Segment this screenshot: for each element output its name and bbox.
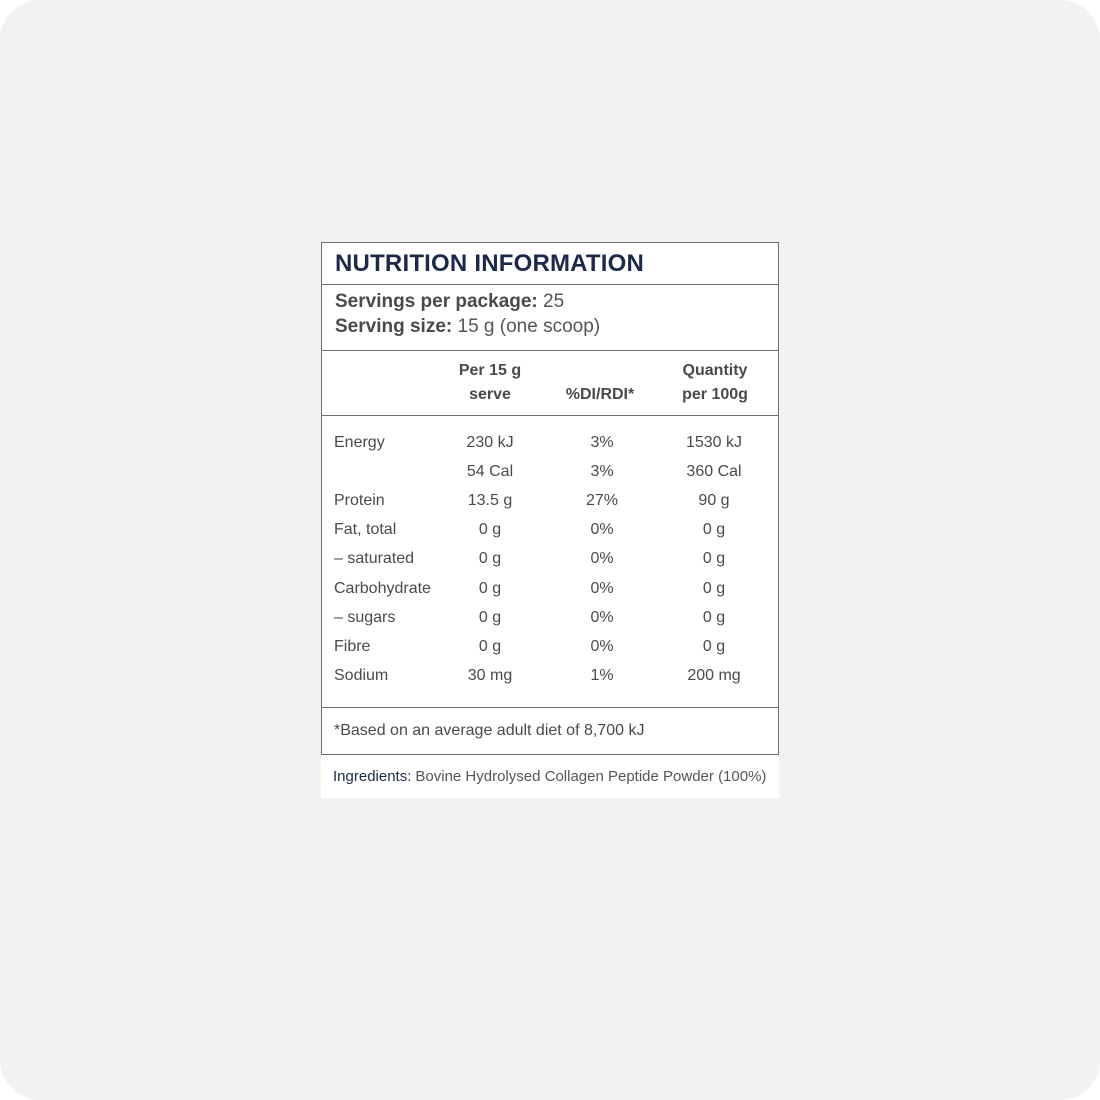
nutrient-per-serve: 54 Cal	[466, 462, 514, 480]
nutrient-row	[322, 662, 778, 691]
nutrient-row	[322, 486, 778, 515]
nutrient-per-serve: 0 g	[478, 579, 502, 597]
nutrient-per-100g: 0 g	[702, 521, 726, 539]
servings-info	[322, 285, 778, 351]
nutrient-name: Fat, total	[334, 521, 397, 539]
nutrient-row	[322, 632, 778, 661]
nutrient-per-serve: 0 g	[478, 637, 502, 655]
nutrient-name: Fibre	[334, 637, 371, 655]
nutrient-rdi: 0%	[590, 579, 614, 597]
column-headers	[322, 351, 778, 416]
nutrient-per-100g: 0 g	[702, 550, 726, 568]
nutrient-per-100g: 200 mg	[687, 667, 741, 685]
ingredients-line	[321, 755, 779, 798]
header-per-serve	[440, 359, 540, 407]
nutrient-name: – saturated	[334, 550, 415, 568]
rdi-footnote: *Based on an average adult diet of 8,700 kJ	[334, 722, 645, 739]
nutrient-per-100g: 90 g	[698, 491, 730, 509]
ingredients-label: Ingredients:	[333, 768, 412, 785]
nutrient-row	[322, 516, 778, 545]
header-per-100g-line1: Quantity	[682, 362, 748, 379]
nutrient-rdi: 27%	[585, 491, 619, 509]
nutrient-rdi: 0%	[590, 637, 614, 655]
nutrient-per-serve: 30 mg	[467, 667, 513, 685]
nutrient-per-serve: 13.5 g	[467, 491, 513, 509]
serving-size	[335, 314, 765, 339]
nutrient-per-serve: 0 g	[478, 608, 502, 626]
nutrient-per-100g: 0 g	[702, 608, 726, 626]
nutrient-per-serve: 230 kJ	[466, 433, 514, 451]
nutrient-name: Carbohydrate	[334, 579, 431, 597]
nutrition-title: NUTRITION INFORMATION	[335, 249, 645, 277]
header-per-serve-line1: Per 15 g	[458, 362, 522, 379]
nutrient-row	[322, 457, 778, 486]
nutrient-per-serve: 0 g	[478, 550, 502, 568]
nutrient-row	[322, 603, 778, 632]
nutrient-rdi: 1%	[590, 667, 614, 685]
nutrient-rdi: 0%	[590, 608, 614, 626]
nutrient-name: Energy	[334, 433, 385, 451]
nutrient-rdi: 3%	[590, 462, 614, 480]
title-row	[322, 243, 778, 285]
nutrient-row	[322, 545, 778, 574]
serving-size-label: Serving size:	[335, 316, 453, 337]
ingredients-value: Bovine Hydrolysed Collagen Peptide Powder (100%)	[415, 768, 767, 785]
header-per-serve-line2: serve	[469, 386, 511, 403]
nutrient-row	[322, 428, 778, 457]
nutrient-rdi: 3%	[590, 433, 614, 451]
nutrient-per-100g: 0 g	[702, 637, 726, 655]
nutrient-row	[322, 574, 778, 603]
nutrition-label	[321, 242, 779, 798]
servings-per-package	[335, 289, 765, 314]
nutrition-panel	[321, 242, 779, 755]
nutrient-per-serve: 0 g	[478, 521, 502, 539]
nutrient-per-100g: 0 g	[702, 579, 726, 597]
nutrient-rows	[322, 416, 778, 708]
servings-per-package-value: 25	[543, 291, 565, 312]
header-rdi: %DI/RDI*	[565, 386, 635, 403]
nutrient-rdi: 0%	[590, 521, 614, 539]
header-per-100g-line2: per 100g	[682, 386, 748, 403]
nutrient-name: Protein	[334, 491, 385, 509]
nutrient-per-100g: 360 Cal	[686, 462, 742, 480]
nutrient-per-100g: 1530 kJ	[685, 433, 743, 451]
servings-per-package-label: Servings per package:	[335, 291, 538, 312]
header-per-100g	[662, 359, 768, 407]
nutrient-name: – sugars	[334, 608, 396, 626]
nutrient-rdi: 0%	[590, 550, 614, 568]
nutrient-name: Sodium	[334, 667, 389, 685]
serving-size-value: 15 g (one scoop)	[457, 316, 601, 337]
